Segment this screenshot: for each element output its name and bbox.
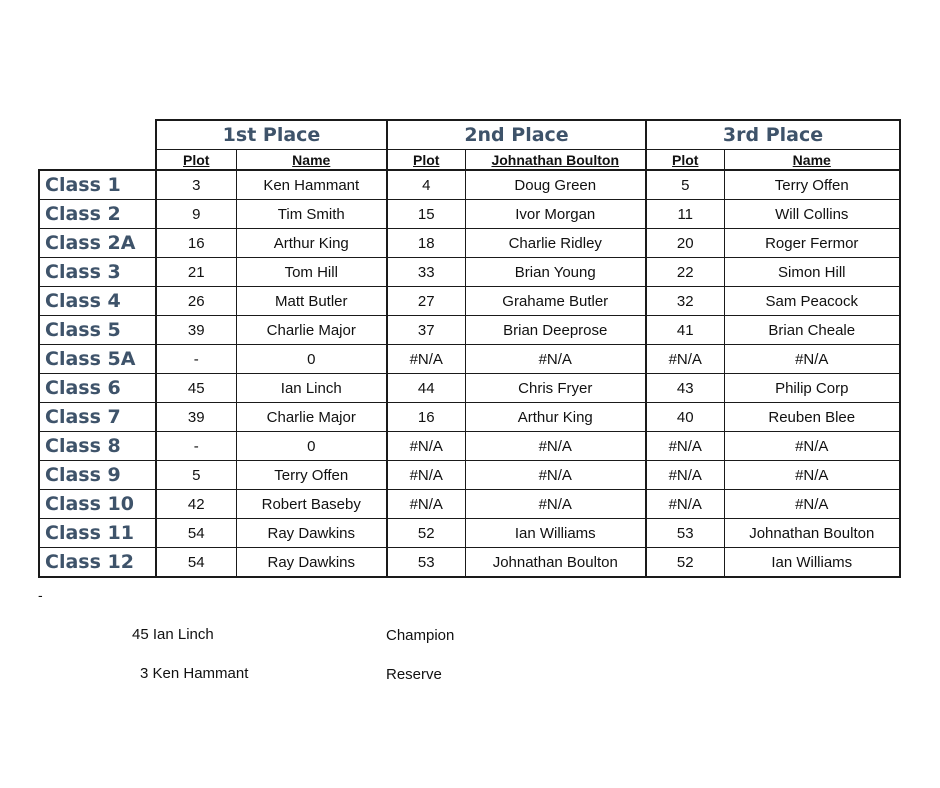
place-header-row [39, 120, 900, 150]
first-place-plot-cell: 16 [156, 229, 236, 258]
second-place-plot-cell: #N/A [387, 490, 465, 519]
table-row [39, 229, 900, 258]
first-place-plot-cell: 42 [156, 490, 236, 519]
first-place-name-cell: Matt Butler [236, 287, 387, 316]
third-place-plot-cell: #N/A [646, 490, 724, 519]
third-place-plot-cell: #N/A [646, 345, 724, 374]
second-place-name-cell: #N/A [465, 461, 646, 490]
class-label-cell: Class 5A [39, 345, 156, 374]
second-place-name-cell: Brian Young [465, 258, 646, 287]
first-place-plot-cell: 5 [156, 461, 236, 490]
third-place-plot-cell: 53 [646, 519, 724, 548]
first-place-name-cell: Tim Smith [236, 200, 387, 229]
class-label-cell: Class 8 [39, 432, 156, 461]
table-row [39, 170, 900, 200]
second-place-name-cell: Brian Deeprose [465, 316, 646, 345]
first-place-plot-cell: - [156, 432, 236, 461]
second-place-plot-cell: 4 [387, 170, 465, 200]
second-place-plot-cell: 44 [387, 374, 465, 403]
class-label-cell: Class 2A [39, 229, 156, 258]
table-row [39, 345, 900, 374]
first-place-name-cell: Ken Hammant [236, 170, 387, 200]
third-place-plot-cell: 40 [646, 403, 724, 432]
third-place-name-cell: Will Collins [724, 200, 900, 229]
third-place-plot-cell: 41 [646, 316, 724, 345]
second-place-name-cell: Ivor Morgan [465, 200, 646, 229]
class-label-cell: Class 4 [39, 287, 156, 316]
table-row [39, 432, 900, 461]
first-place-plot-cell: 21 [156, 258, 236, 287]
table-row [39, 316, 900, 345]
class-label-cell: Class 5 [39, 316, 156, 345]
third-place-name-cell: Sam Peacock [724, 287, 900, 316]
third-place-plot-cell: #N/A [646, 461, 724, 490]
second-place-name-cell: Chris Fryer [465, 374, 646, 403]
column-header-row [39, 150, 900, 171]
third-place-name-cell: Simon Hill [724, 258, 900, 287]
second-place-name-cell: Grahame Butler [465, 287, 646, 316]
second-place-plot-cell: #N/A [387, 432, 465, 461]
second-place-plot-cell: 33 [387, 258, 465, 287]
third-place-name-cell: #N/A [724, 461, 900, 490]
first-place-header: 1st Place [156, 120, 387, 150]
second-place-name-cell: #N/A [465, 490, 646, 519]
first-place-plot-cell: 39 [156, 316, 236, 345]
table-row [39, 258, 900, 287]
second-place-header: 2nd Place [387, 120, 646, 150]
first-place-plot-cell: 54 [156, 519, 236, 548]
third-plot-header: Plot [646, 150, 724, 171]
third-place-name-cell: Roger Fermor [724, 229, 900, 258]
third-place-plot-cell: 22 [646, 258, 724, 287]
first-name-header: Name [236, 150, 387, 171]
table-row [39, 490, 900, 519]
champion-title: Champion [386, 627, 455, 644]
third-name-header: Name [724, 150, 900, 171]
corner-blank-cell [39, 150, 156, 171]
first-place-name-cell: Terry Offen [236, 461, 387, 490]
class-label-cell: Class 2 [39, 200, 156, 229]
first-place-plot-cell: 54 [156, 548, 236, 578]
third-place-name-cell: Reuben Blee [724, 403, 900, 432]
second-place-plot-cell: 52 [387, 519, 465, 548]
second-place-plot-cell: 37 [387, 316, 465, 345]
second-place-plot-cell: #N/A [387, 345, 465, 374]
second-place-name-cell: #N/A [465, 432, 646, 461]
third-place-plot-cell: 43 [646, 374, 724, 403]
first-place-plot-cell: 9 [156, 200, 236, 229]
first-place-name-cell: Ray Dawkins [236, 548, 387, 578]
class-label-cell: Class 3 [39, 258, 156, 287]
second-place-name-cell: Charlie Ridley [465, 229, 646, 258]
second-plot-header: Plot [387, 150, 465, 171]
third-place-plot-cell: 20 [646, 229, 724, 258]
first-place-plot-cell: 26 [156, 287, 236, 316]
first-place-plot-cell: - [156, 345, 236, 374]
first-place-name-cell: Ray Dawkins [236, 519, 387, 548]
second-place-plot-cell: 16 [387, 403, 465, 432]
first-place-name-cell: 0 [236, 432, 387, 461]
table-row [39, 403, 900, 432]
third-place-name-cell: Terry Offen [724, 170, 900, 200]
corner-blank-cell [39, 120, 156, 150]
table-row [39, 287, 900, 316]
first-place-name-cell: Tom Hill [236, 258, 387, 287]
first-place-plot-cell: 3 [156, 170, 236, 200]
third-place-plot-cell: #N/A [646, 432, 724, 461]
third-place-name-cell: Johnathan Boulton [724, 519, 900, 548]
table-row [39, 374, 900, 403]
first-place-plot-cell: 39 [156, 403, 236, 432]
table-row [39, 548, 900, 578]
first-place-plot-cell: 45 [156, 374, 236, 403]
class-label-cell: Class 7 [39, 403, 156, 432]
second-place-name-cell: Ian Williams [465, 519, 646, 548]
first-place-name-cell: Arthur King [236, 229, 387, 258]
second-place-name-cell: Doug Green [465, 170, 646, 200]
class-label-cell: Class 11 [39, 519, 156, 548]
class-label-cell: Class 9 [39, 461, 156, 490]
second-place-name-cell: #N/A [465, 345, 646, 374]
class-label-cell: Class 10 [39, 490, 156, 519]
table-row [39, 461, 900, 490]
third-place-name-cell: #N/A [724, 432, 900, 461]
champion-winner: 45 Ian Linch [132, 626, 214, 643]
third-place-name-cell: Philip Corp [724, 374, 900, 403]
first-place-name-cell: Charlie Major [236, 316, 387, 345]
first-place-name-cell: 0 [236, 345, 387, 374]
class-label-cell: Class 1 [39, 170, 156, 200]
third-place-name-cell: #N/A [724, 490, 900, 519]
reserve-title: Reserve [386, 666, 442, 683]
results-table [38, 119, 901, 578]
first-place-name-cell: Charlie Major [236, 403, 387, 432]
second-place-name-cell: Arthur King [465, 403, 646, 432]
table-row [39, 519, 900, 548]
stray-dash-mark: - [38, 587, 43, 603]
second-place-plot-cell: 18 [387, 229, 465, 258]
third-place-plot-cell: 5 [646, 170, 724, 200]
class-label-cell: Class 6 [39, 374, 156, 403]
first-place-name-cell: Robert Baseby [236, 490, 387, 519]
third-place-name-cell: Brian Cheale [724, 316, 900, 345]
third-place-plot-cell: 32 [646, 287, 724, 316]
second-place-plot-cell: 27 [387, 287, 465, 316]
second-place-plot-cell: 15 [387, 200, 465, 229]
first-place-name-cell: Ian Linch [236, 374, 387, 403]
third-place-header: 3rd Place [646, 120, 900, 150]
third-place-name-cell: Ian Williams [724, 548, 900, 578]
first-plot-header: Plot [156, 150, 236, 171]
third-place-name-cell: #N/A [724, 345, 900, 374]
second-place-plot-cell: 53 [387, 548, 465, 578]
table-row [39, 200, 900, 229]
second-place-name-cell: Johnathan Boulton [465, 548, 646, 578]
second-place-plot-cell: #N/A [387, 461, 465, 490]
class-label-cell: Class 12 [39, 548, 156, 578]
third-place-plot-cell: 11 [646, 200, 724, 229]
second-name-header: Johnathan Boulton [465, 150, 646, 171]
reserve-winner: 3 Ken Hammant [140, 665, 249, 682]
third-place-plot-cell: 52 [646, 548, 724, 578]
